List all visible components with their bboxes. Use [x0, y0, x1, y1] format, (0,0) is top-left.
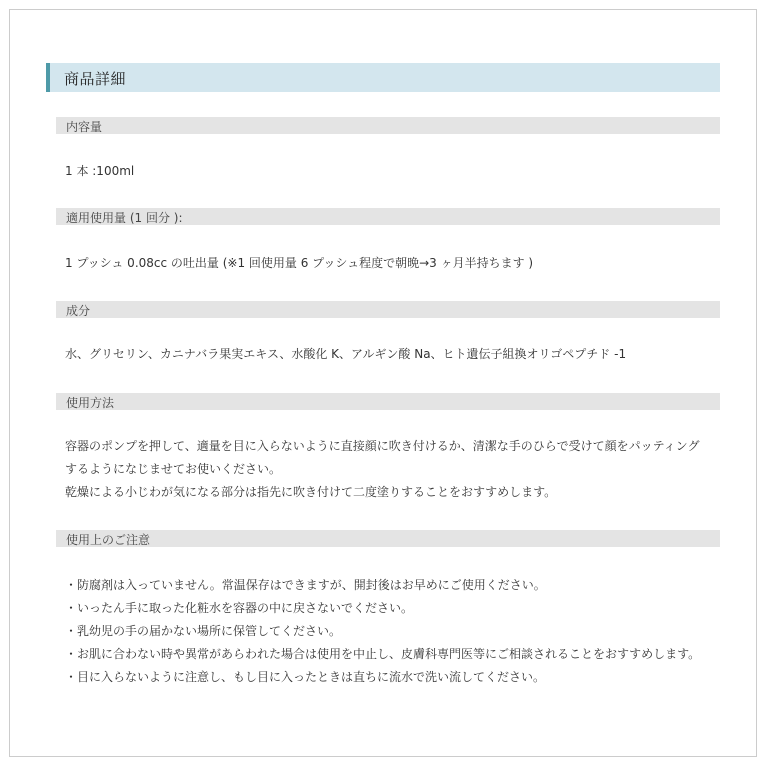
list-item: ・目に入らないように注意し、もし目に入ったときは直ちに流水で洗い流してください。 [65, 670, 546, 684]
section-heading-dosage [56, 208, 720, 225]
section-heading-label: 使用方法 [66, 396, 115, 410]
section-body-usage [65, 435, 725, 504]
section-heading-usage [56, 393, 720, 410]
body-line: 乾燥による小じわが気になる部分は指先に吹き付けて二度塗りすることをおすすめします。 [65, 485, 557, 499]
section-body-ingredients [65, 343, 725, 366]
body-line: するようになじませてお使いください。 [65, 462, 282, 476]
section-heading-label: 使用上のご注意 [66, 533, 151, 547]
section-body-dosage [65, 252, 725, 275]
body-line: 1 プッシュ 0.08cc の吐出量 (※1 回使用量 6 プッシュ程度で朝晩→3 ヶ月半持ちます ) [65, 256, 534, 270]
section-heading-label: 適用使用量 (1 回分 ): [66, 211, 183, 225]
page-title: 商品詳細 [64, 70, 127, 88]
list-item: ・お肌に合わない時や異常があらわれた場合は使用を中止し、皮膚科専門医等にご相談されることをおすすめします。 [65, 647, 701, 661]
page-title-bar [46, 63, 720, 92]
body-line: 水、グリセリン、カニナバラ果実エキス、水酸化 K、アルギン酸 Na、ヒト遺伝子組換オリゴペプチド -1 [65, 347, 627, 361]
list-item: ・乳幼児の手の届かない場所に保管してください。 [65, 624, 342, 638]
section-body-volume [65, 160, 725, 183]
body-line: 1 本 :100ml [65, 164, 135, 178]
list-item: ・防腐剤は入っていません。常温保存はできますが、開封後はお早めにご使用ください。 [65, 578, 546, 592]
list-item: ・いったん手に取った化粧水を容器の中に戻さないでください。 [65, 601, 414, 615]
section-heading-ingredients [56, 301, 720, 318]
section-heading-label: 成分 [66, 304, 91, 318]
body-line: 容器のポンプを押して、適量を目に入らないように直接顔に吹き付けるか、清潔な手のひらで受けて顔をパッティング [65, 439, 700, 453]
section-heading-precautions [56, 530, 720, 547]
section-heading-label: 内容量 [66, 120, 103, 134]
section-heading-volume [56, 117, 720, 134]
section-body-precautions [65, 574, 725, 689]
